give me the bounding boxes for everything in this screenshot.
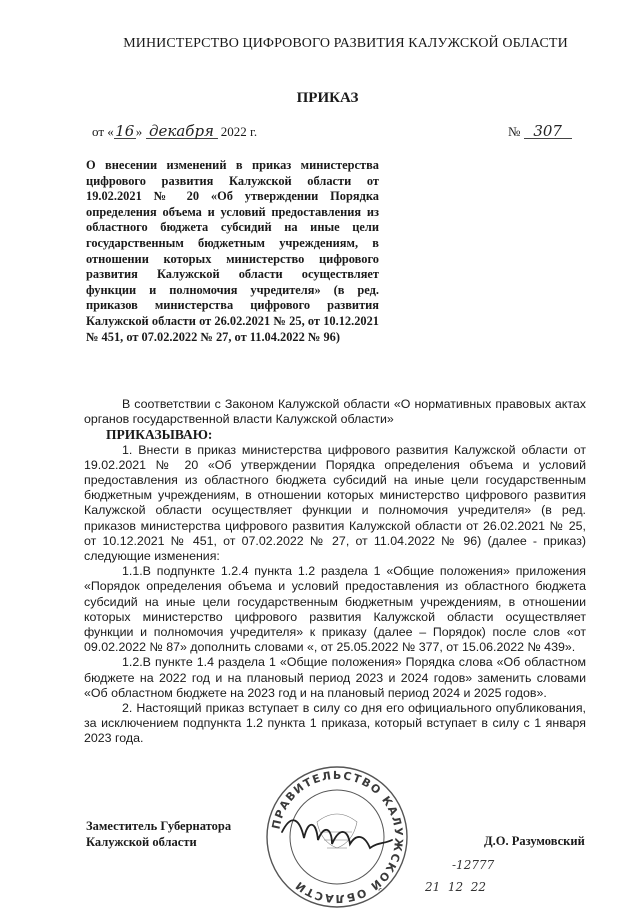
signer-position <box>86 818 231 850</box>
paragraph-1-2: 1.2.В пункте 1.4 раздела 1 «Общие положения» Порядка слова «Об областном бюджете на 2022 год и на плановый период 2023 и 2024 годов» заменить словами «Об областном бюджете на 2023 год и на плановый период 2024 и 2025 годов». <box>84 655 586 700</box>
order-body <box>84 397 586 747</box>
order-subject: О внесении изменений в приказ министерства цифрового развития Калужской области от 19.02.2021 № 20 «Об утверждении Порядка определения объема и условий предоставления из областного бюджета субсидий на иные цели государственным бюджетным учреждениям, в отношении которых министерство цифрового развития Калужской области осуществляет функции и полномочия учредителя» (в ред. приказов министерства цифрового развития Калужской области от 26.02.2021 № 25, от 10.12.2021 № 451, от 07.02.2022 № 27, от 11.04.2022 № 96) <box>86 158 379 344</box>
order-number: 307 <box>524 124 572 139</box>
date-day: 16 <box>115 122 135 140</box>
paragraph-1: 1. Внести в приказ министерства цифрового развития Калужской области от 19.02.2021 № 20 «Об утверждении Порядка определения объема и условий предоставления из областного бюджета субсидий на иные цели государственным бюджетным учреждениям, в отношении которых министерство цифрового развития Калужской области осуществляет функции и полномочия учредителя» (в ред. приказов министерства цифрового развития Калужской области от 26.02.2021 № 25, от 10.12.2021 № 451, от 07.02.2022 № 27, от 11.04.2022 № 96) (далее - приказ) следующие изменения: <box>84 442 586 564</box>
registration-date: 21 12 22 <box>425 880 487 894</box>
seal-ring-text: ПРАВИТЕЛЬСТВО КАЛУЖСКОЙ ОБЛАСТИ <box>269 768 406 906</box>
handwritten-signature <box>282 820 392 848</box>
intro-paragraph: В соответствии с Законом Калужской области «О нормативных правовых актах органов государственной власти Калужской области» <box>84 397 586 427</box>
signer-position-line-1: Заместитель Губернатора <box>86 819 232 833</box>
registration-number: -12777 <box>452 858 495 872</box>
signer-name: Д.О. Разумовский <box>484 834 585 848</box>
document-title: ПРИКАЗ <box>296 90 359 106</box>
paragraph-2: 2. Настоящий приказ вступает в силу со дня его официального опубликования, за исключением подпункта 1.2 пункта 1 приказа, который вступает в силу с 1 января 2023 года. <box>84 701 586 746</box>
order-word: ПРИКАЗЫВАЮ: <box>106 427 213 443</box>
date-year: 2022 г. <box>220 124 258 139</box>
date-month: декабря <box>146 124 218 139</box>
number-label: № <box>508 124 521 139</box>
official-seal <box>262 762 412 912</box>
signer-position-line-2: Калужской области <box>86 835 197 849</box>
date-mid: » <box>135 124 143 139</box>
paragraph-1-1: 1.1.В подпункте 1.2.4 пункта 1.2 раздела 1 «Общие положения» приложения «Порядок определения объема и условий предоставления из областного бюджета субсидий на иные цели государственным бюджетным учреждениям, в отношении которых министерство цифрового развития Калужской области осуществляет функции и полномочия учредителя» к приказу (далее – Порядок) после слов «от 09.02.2022 № 87» дополнить словами «, от 25.05.2022 № 377, от 15.06.2022 № 439». <box>84 564 586 655</box>
order-number-line <box>508 124 572 140</box>
order-date <box>92 124 257 140</box>
date-prefix: от « <box>92 124 114 139</box>
ministry-header: МИНИСТЕРСТВО ЦИФРОВОГО РАЗВИТИЯ КАЛУЖСКОЙ ОБЛАСТИ <box>123 36 568 51</box>
